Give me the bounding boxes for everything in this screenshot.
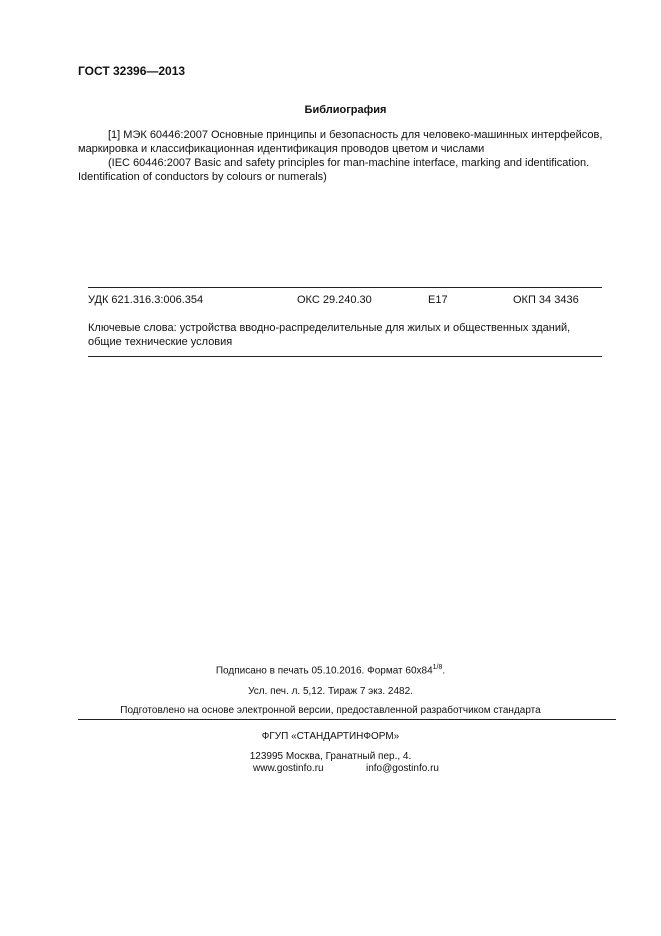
- entry-ru-line1: [1] МЭК 60446:2007 Основные принципы и безопасность для человеко-машинных интерфейсов,: [108, 129, 603, 141]
- keywords-line1: Ключевые слова: устройства вводно-распределительные для жилых и общественных зданий,: [88, 322, 571, 334]
- prepared-note: Подготовлено на основе электронной версии, предоставленной разработчиком стандарта: [120, 705, 541, 716]
- publisher-name: ФГУП «СТАНДАРТИНФОРМ»: [261, 731, 400, 742]
- format-fraction: 1/8: [432, 664, 443, 671]
- signed-text: Подписано в печать 05.10.2016. Формат 60х84: [215, 665, 433, 677]
- okp-code: ОКП 34 3436: [513, 294, 579, 306]
- oks-code: ОКС 29.240.30: [297, 294, 372, 306]
- signed-to-print: [0, 664, 661, 676]
- document-code: ГОСТ 32396—2013: [78, 64, 186, 78]
- website-link[interactable]: www.gostinfo.ru: [253, 763, 324, 774]
- imprint-divider: [78, 719, 616, 720]
- signed-end: .: [442, 665, 446, 677]
- top-divider: [88, 287, 602, 288]
- entry-en-line2: Identification of conductors by colours or numerals): [78, 171, 327, 183]
- email-link[interactable]: info@gostinfo.ru: [366, 763, 439, 774]
- keywords-line2: общие технические условия: [88, 336, 233, 348]
- bottom-divider: [88, 356, 602, 357]
- bibliography-entry: [78, 128, 616, 184]
- publisher-address: 123995 Москва, Гранатный пер., 4.: [249, 751, 412, 762]
- entry-en-line1: (IEC 60446:2007 Basic and safety principles for man-machine interface, marking and identification.: [108, 157, 590, 169]
- keywords: [88, 321, 602, 349]
- udk-code: УДК 621.316.3:006.354: [88, 294, 204, 306]
- print-info: Усл. печ. л. 5,12. Тираж 7 экз. 2482.: [248, 686, 413, 697]
- entry-ru-line2: маркировка и классификационная идентификация проводов цветом и числами: [78, 143, 485, 155]
- group-code: Е17: [428, 294, 448, 306]
- bibliography-title: Библиография: [304, 104, 387, 116]
